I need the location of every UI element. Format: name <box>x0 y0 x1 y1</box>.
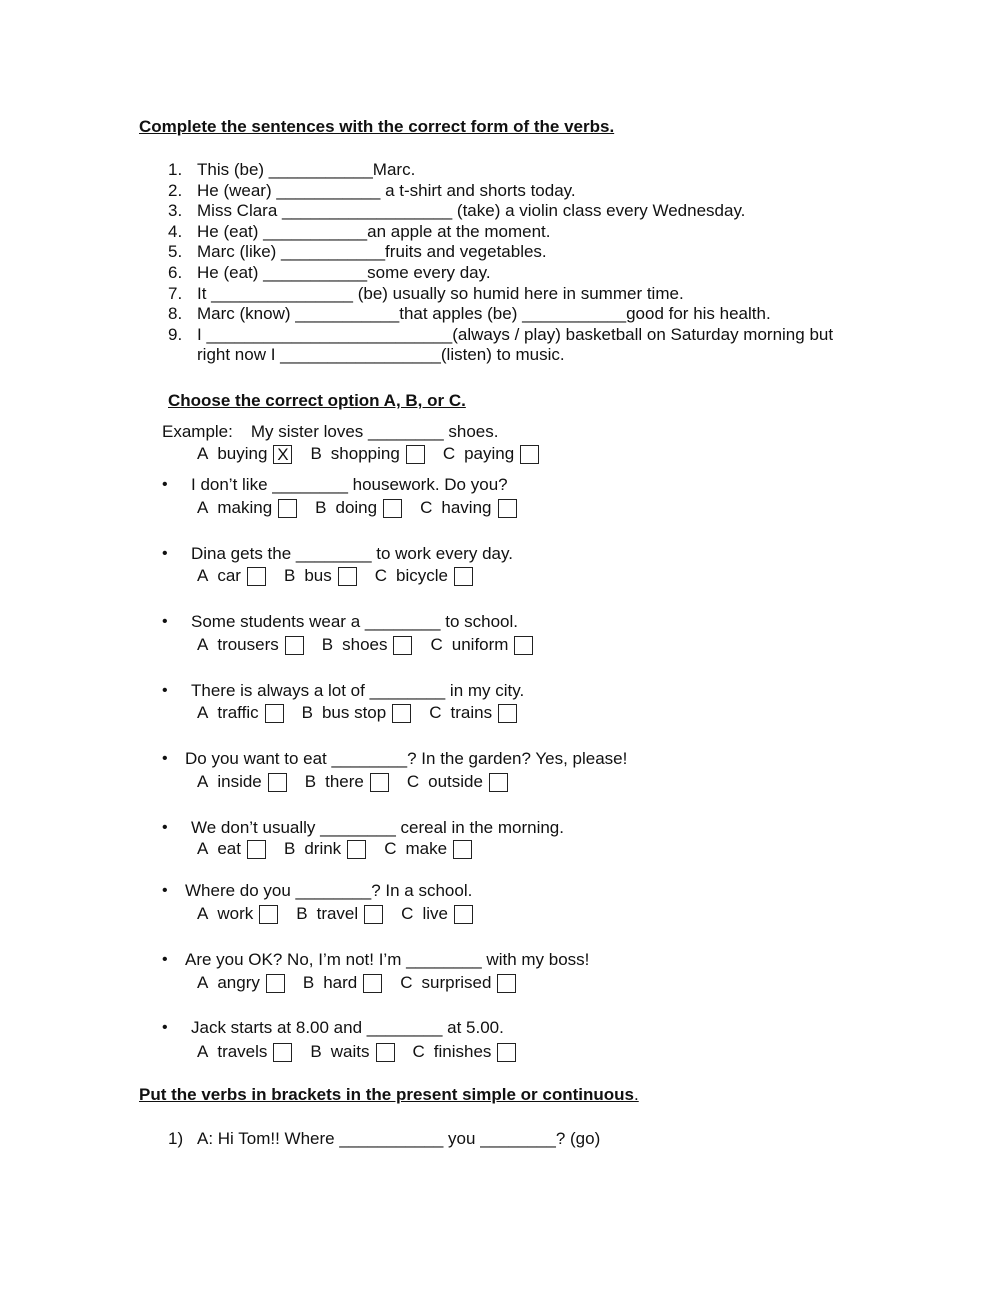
bullet-icon: • <box>162 951 168 968</box>
question-text: There is always a lot of ________ in my city. <box>191 681 525 700</box>
list-item: 6. He (eat) ___________some every day. <box>168 263 868 284</box>
option-c: C make <box>384 839 472 860</box>
checkbox[interactable] <box>383 499 402 518</box>
question-options <box>197 904 491 925</box>
checkbox[interactable] <box>497 974 516 993</box>
option-c: C outside <box>407 772 508 793</box>
checkbox[interactable]: X <box>273 445 292 464</box>
question-options <box>197 635 551 656</box>
bullet-icon: • <box>162 682 168 699</box>
option-b: B travel <box>296 904 383 925</box>
list-item: 5. Marc (like) ___________fruits and vegetables. <box>168 242 868 263</box>
checkbox[interactable] <box>370 773 389 792</box>
sentence-text[interactable]: He (wear) ___________ a t-shirt and shorts today. <box>197 180 576 200</box>
checkbox[interactable] <box>278 499 297 518</box>
checkbox[interactable] <box>268 773 287 792</box>
checkbox[interactable] <box>489 773 508 792</box>
checkbox[interactable] <box>376 1043 395 1062</box>
checkbox[interactable] <box>364 905 383 924</box>
sentence-text[interactable]: He (eat) ___________an apple at the moment. <box>197 221 551 241</box>
sentence-text[interactable]: I __________________________(always / play) basketball on Saturday morning but right now I _________________(listen) to music. <box>197 324 834 365</box>
question-options <box>197 498 535 519</box>
option-b: B shopping <box>310 444 424 465</box>
question-text: Jack starts at 8.00 and ________ at 5.00. <box>191 1018 504 1037</box>
section3-title: Put the verbs in brackets in the present simple or continuous. <box>139 1085 639 1104</box>
option-a: A eat <box>197 839 266 860</box>
option-b: B doing <box>315 498 402 519</box>
checkbox[interactable] <box>392 704 411 723</box>
bullet-icon: • <box>162 819 168 836</box>
option-c: C trains <box>429 703 517 724</box>
option-b: B hard <box>303 973 382 994</box>
option-c: C uniform <box>430 635 533 656</box>
question-text: Some students wear a ________ to school. <box>191 612 518 631</box>
bullet-icon: • <box>162 1019 168 1036</box>
option-a: A traffic <box>197 703 284 724</box>
checkbox[interactable] <box>247 567 266 586</box>
question-text: Are you OK? No, I’m not! I’m ________ with my boss! <box>185 950 590 969</box>
checkbox[interactable] <box>265 704 284 723</box>
checkbox[interactable] <box>498 499 517 518</box>
list-item: 3. Miss Clara __________________ (take) a violin class every Wednesday. <box>168 201 868 222</box>
checkbox[interactable] <box>498 704 517 723</box>
checkbox[interactable] <box>453 840 472 859</box>
list-item: 8. Marc (know) ___________that apples (be) ___________good for his health. <box>168 304 868 325</box>
dialog-item: 1) A: Hi Tom!! Where ___________ you ________? (go) <box>168 1129 601 1148</box>
checkbox[interactable] <box>247 840 266 859</box>
option-a: A inside <box>197 772 287 793</box>
option-b: B drink <box>284 839 366 860</box>
checkbox[interactable] <box>520 445 539 464</box>
option-b: B shoes <box>322 635 413 656</box>
option-a: A trousers <box>197 635 304 656</box>
checkbox[interactable] <box>266 974 285 993</box>
checkbox[interactable] <box>393 636 412 655</box>
example-text: My sister loves ________ shoes. <box>250 422 499 441</box>
bullet-icon: • <box>162 476 168 493</box>
list-item: 1. This (be) ___________Marc. <box>168 160 868 181</box>
question-text: Where do you ________? In a school. <box>185 881 473 900</box>
question-text: I don’t like ________ housework. Do you? <box>191 475 508 494</box>
question-options <box>197 1042 534 1063</box>
option-b: B waits <box>310 1042 394 1063</box>
option-b: B bus stop <box>302 703 412 724</box>
checkbox[interactable] <box>363 974 382 993</box>
checkbox[interactable] <box>347 840 366 859</box>
option-c: C live <box>401 904 473 925</box>
dialog-text[interactable]: A: Hi Tom!! Where ___________ you ________? (go) <box>197 1129 601 1148</box>
checkbox[interactable] <box>454 905 473 924</box>
checkbox[interactable] <box>497 1043 516 1062</box>
option-c: C finishes <box>413 1042 517 1063</box>
example-label: Example: <box>162 422 233 441</box>
checkbox[interactable] <box>514 636 533 655</box>
list-item: 9. I __________________________(always / play) basketball on Saturday morning but right now I _________________(listen) to music. <box>168 325 868 366</box>
sentence-text[interactable]: It _______________ (be) usually so humid here in summer time. <box>197 283 684 303</box>
question-text: We don’t usually ________ cereal in the morning. <box>191 818 564 837</box>
list-item: 4. He (eat) ___________an apple at the moment. <box>168 222 868 243</box>
bullet-icon: • <box>162 750 168 767</box>
question-options <box>197 703 535 724</box>
checkbox[interactable] <box>285 636 304 655</box>
checkbox[interactable] <box>454 567 473 586</box>
option-b: B bus <box>284 566 357 587</box>
option-a: A angry <box>197 973 285 994</box>
example-options <box>197 444 557 465</box>
checkbox[interactable] <box>259 905 278 924</box>
option-a: A buying X <box>197 444 292 465</box>
bullet-icon: • <box>162 882 168 899</box>
option-b: B there <box>305 772 389 793</box>
question-text: Do you want to eat ________? In the garden? Yes, please! <box>185 749 628 768</box>
option-c: C having <box>420 498 516 519</box>
sentence-text[interactable]: This (be) ___________Marc. <box>197 160 416 179</box>
section1-title: Complete the sentences with the correct form of the verbs. <box>139 117 615 136</box>
question-options <box>197 566 491 587</box>
example-sentence <box>162 422 498 443</box>
list-item: 2. He (wear) ___________ a t-shirt and shorts today. <box>168 181 868 202</box>
option-a: A car <box>197 566 266 587</box>
option-c: C surprised <box>400 973 516 994</box>
sentence-text[interactable]: Marc (like) ___________fruits and vegetables. <box>197 242 547 262</box>
sentence-text[interactable]: He (eat) ___________some every day. <box>197 262 491 282</box>
option-a: A work <box>197 904 278 925</box>
checkbox[interactable] <box>273 1043 292 1062</box>
sentence-text[interactable]: Miss Clara __________________ (take) a violin class every Wednesday. <box>197 201 746 221</box>
checkbox[interactable] <box>338 567 357 586</box>
bullet-icon: • <box>162 545 168 562</box>
option-c: C bicycle <box>375 566 473 587</box>
checkbox[interactable] <box>406 445 425 464</box>
sentence-text[interactable]: Marc (know) ___________that apples (be) ___________good for his health. <box>197 304 771 324</box>
question-text: Dina gets the ________ to work every day. <box>191 544 513 563</box>
option-a: A travels <box>197 1042 292 1063</box>
option-c: C paying <box>443 444 539 465</box>
question-options <box>197 839 490 860</box>
question-options <box>197 772 526 793</box>
option-a: A making <box>197 498 297 519</box>
bullet-icon: • <box>162 613 168 630</box>
question-options <box>197 973 534 994</box>
list-item: 7. It _______________ (be) usually so humid here in summer time. <box>168 284 868 305</box>
section2-title: Choose the correct option A, B, or C. <box>168 391 466 410</box>
verb-sentences-list <box>168 160 868 366</box>
